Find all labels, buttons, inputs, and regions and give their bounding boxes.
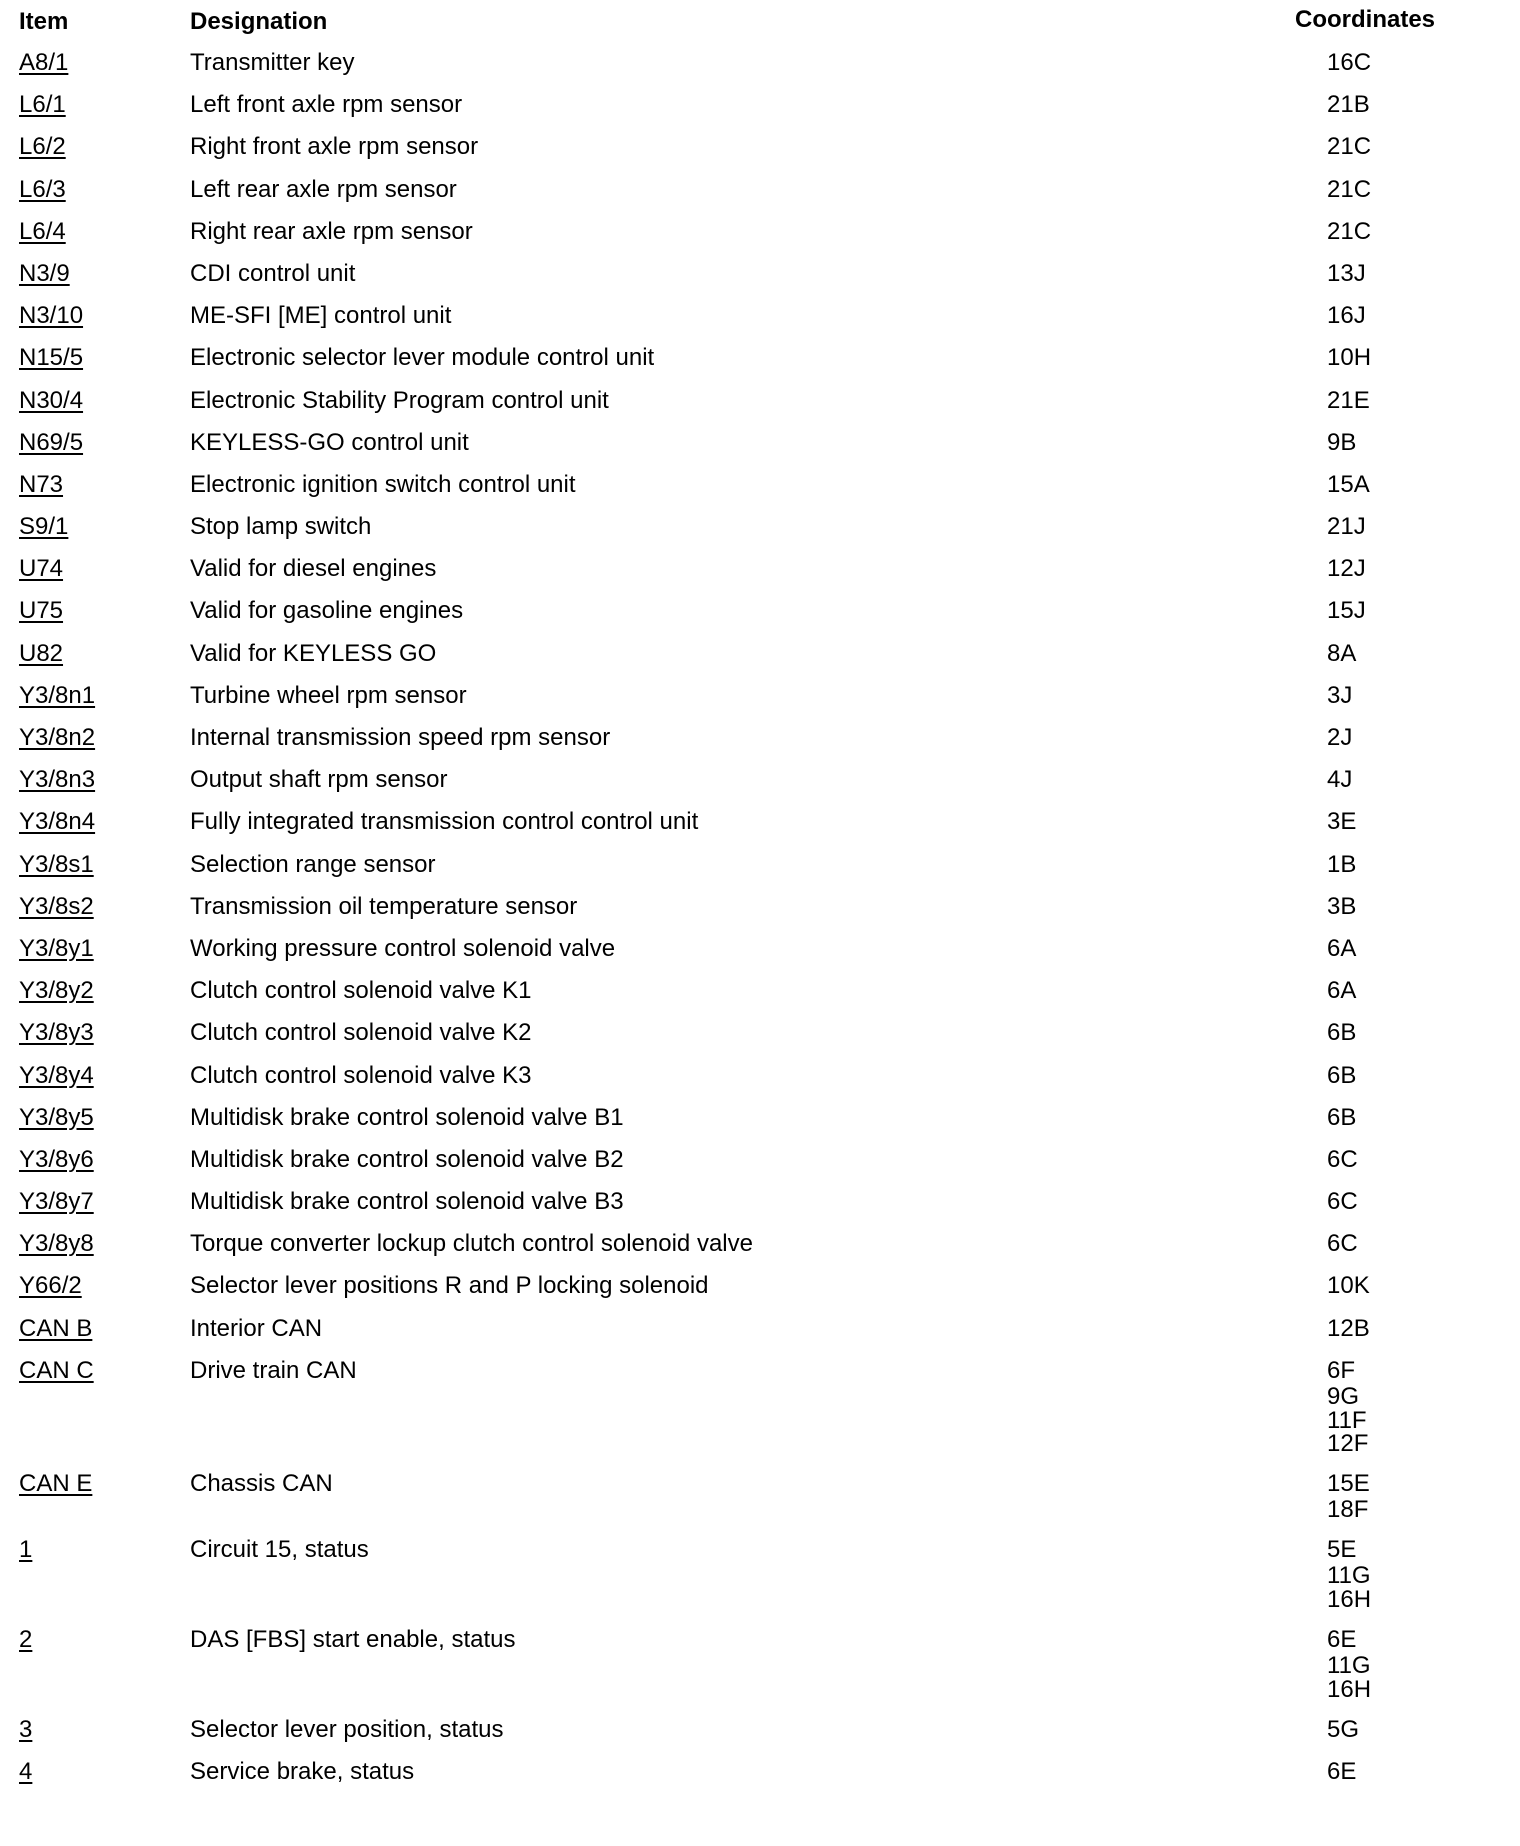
coordinate-value: 2J (1327, 724, 1353, 751)
designation-cell: CDI control unit (190, 259, 356, 287)
designation-cell: Right rear axle rpm sensor (190, 217, 473, 245)
item-link[interactable]: N3/10 (19, 302, 84, 330)
item-link[interactable]: A8/1 (19, 49, 69, 76)
coordinate-value: 16H (1327, 1586, 1372, 1614)
coordinate-value: 6B (1327, 1019, 1357, 1047)
item-link[interactable]: 2 (19, 1626, 33, 1654)
table-row (0, 759, 1520, 801)
designation-cell: Chassis CAN (190, 1470, 333, 1498)
table-row (0, 1097, 1520, 1139)
coordinates-cell (1327, 935, 1356, 963)
table-row (0, 548, 1520, 590)
designation-cell: Electronic selector lever module control unit (190, 344, 655, 372)
table-row (0, 928, 1520, 970)
coordinates-cell (1327, 1470, 1370, 1522)
designation-cell: Clutch control solenoid valve K3 (190, 1061, 532, 1089)
designation-cell: Circuit 15, status (190, 1536, 369, 1564)
table-row (0, 506, 1520, 548)
item-link[interactable]: N69/5 (19, 428, 84, 456)
item-link[interactable]: Y3/8y1 (19, 934, 94, 962)
coordinate-value: 6C (1327, 1145, 1358, 1173)
coordinates-cell (1327, 1272, 1370, 1300)
item-link[interactable]: Y3/8y7 (19, 1188, 94, 1216)
item-link[interactable]: 3 (19, 1716, 33, 1743)
coordinate-value: 18F (1327, 1496, 1369, 1524)
item-link[interactable]: N73 (19, 470, 64, 498)
coordinates-cell (1327, 1062, 1356, 1090)
designation-cell: Interior CAN (190, 1314, 323, 1342)
table-row (0, 1265, 1520, 1307)
coordinate-value: 12F (1327, 1430, 1369, 1458)
coordinate-value: 15A (1327, 470, 1370, 498)
coordinate-value: 6E (1327, 1626, 1357, 1654)
designation-column-header: Designation (190, 8, 328, 35)
coordinate-value: 10H (1327, 344, 1372, 372)
table-row (0, 1751, 1520, 1793)
coordinate-value: 6F (1327, 1356, 1356, 1384)
designation-cell: Drive train CAN (190, 1356, 357, 1384)
coordinates-cell (1327, 513, 1366, 541)
coordinates-cell (1327, 808, 1356, 836)
table-row (0, 211, 1520, 253)
coordinates-cell (1327, 1315, 1370, 1343)
table-row (0, 337, 1520, 379)
table-row (0, 886, 1520, 928)
table-row (0, 590, 1520, 632)
item-link[interactable]: N15/5 (19, 344, 84, 372)
coordinate-value: 11G (1327, 1562, 1371, 1590)
item-link[interactable]: Y3/8y5 (19, 1103, 94, 1131)
designation-cell: Turbine wheel rpm sensor (190, 681, 467, 709)
table-row (0, 126, 1520, 168)
item-link[interactable]: L6/4 (19, 217, 66, 245)
item-link[interactable]: Y3/8y4 (19, 1061, 94, 1089)
designation-cell: KEYLESS-GO control unit (190, 428, 469, 456)
coordinate-value: 4J (1327, 766, 1353, 794)
designation-cell: Valid for gasoline engines (190, 597, 464, 625)
item-link[interactable]: L6/3 (19, 175, 66, 203)
item-link[interactable]: Y3/8s1 (19, 850, 94, 878)
coordinate-value: 21C (1327, 175, 1372, 203)
coordinates-cell (1327, 91, 1370, 119)
item-link[interactable]: CAN E (19, 1470, 93, 1498)
coordinates-cell (1327, 1104, 1356, 1132)
coordinates-cell (1327, 724, 1352, 752)
coordinates-cell (1327, 387, 1370, 415)
item-link[interactable]: L6/2 (19, 133, 66, 161)
table-row (0, 84, 1520, 126)
coordinate-value: 9B (1327, 428, 1357, 456)
table-header (0, 0, 1520, 42)
coordinates-cell (1327, 640, 1356, 668)
coordinate-value: 15J (1327, 597, 1366, 625)
coordinates-cell (1327, 1357, 1368, 1456)
coordinate-value: 21J (1327, 513, 1366, 541)
coordinates-column-header: Coordinates (1295, 6, 1436, 33)
designation-cell: Stop lamp switch (190, 513, 372, 541)
table-row (0, 717, 1520, 759)
table-row (0, 1055, 1520, 1097)
coordinate-value: 6B (1327, 1103, 1357, 1131)
table-row (0, 1350, 1520, 1464)
item-link[interactable]: Y3/8s2 (19, 892, 94, 920)
coordinates-cell (1327, 977, 1356, 1005)
coordinate-value: 3E (1327, 808, 1357, 836)
designation-cell: Multidisk brake control solenoid valve B1 (190, 1103, 624, 1131)
item-link[interactable]: 1 (19, 1536, 33, 1564)
item-column-header: Item (19, 8, 69, 35)
item-link[interactable]: N3/9 (19, 259, 70, 287)
item-link[interactable]: N30/4 (19, 386, 84, 414)
coordinates-cell (1327, 597, 1366, 625)
designation-cell: Left rear axle rpm sensor (190, 175, 457, 203)
coordinate-value: 3J (1327, 681, 1353, 709)
table-row (0, 1012, 1520, 1054)
coordinates-cell (1327, 344, 1371, 372)
coordinate-value: 21B (1327, 91, 1370, 119)
item-link[interactable]: Y3/8n2 (19, 724, 96, 751)
table-row (0, 1619, 1520, 1709)
designation-cell: Right front axle rpm sensor (190, 133, 479, 161)
coordinate-value: 13J (1327, 259, 1366, 287)
coordinate-value: 5E (1327, 1536, 1357, 1564)
designation-cell: Service brake, status (190, 1758, 415, 1786)
coordinates-cell (1327, 893, 1356, 921)
coordinate-value: 6E (1327, 1758, 1357, 1786)
coordinates-cell (1327, 1758, 1356, 1786)
item-link[interactable]: Y3/8y2 (19, 977, 94, 1005)
coordinate-value: 1B (1327, 850, 1357, 878)
coordinate-value: 5G (1327, 1716, 1360, 1743)
designation-cell: Transmission oil temperature sensor (190, 892, 578, 920)
designation-cell: Selector lever position, status (190, 1716, 504, 1743)
table-row (0, 42, 1520, 84)
coordinate-value: 6B (1327, 1061, 1357, 1089)
designation-cell: Multidisk brake control solenoid valve B2 (190, 1145, 624, 1173)
item-link[interactable]: Y3/8n1 (19, 681, 96, 709)
table-row (0, 633, 1520, 675)
item-link[interactable]: Y3/8y8 (19, 1230, 94, 1258)
designation-cell: Internal transmission speed rpm sensor (190, 724, 611, 751)
coordinate-value: 21C (1327, 217, 1372, 245)
coordinates-cell (1327, 766, 1352, 794)
item-link[interactable]: Y3/8y3 (19, 1019, 94, 1047)
coordinate-value: 6A (1327, 934, 1357, 962)
item-link[interactable]: 4 (19, 1758, 33, 1786)
table-row (0, 1709, 1520, 1751)
table-row (0, 422, 1520, 464)
item-link[interactable]: U75 (19, 597, 64, 625)
table-row (0, 970, 1520, 1012)
table-row (0, 844, 1520, 886)
coordinates-cell (1327, 1716, 1359, 1744)
designation-cell: Transmitter key (190, 49, 355, 76)
table-row (0, 253, 1520, 295)
coordinate-value: 21E (1327, 386, 1370, 414)
coordinates-cell (1327, 851, 1356, 879)
coordinate-value: 6A (1327, 977, 1357, 1005)
designation-cell: ME-SFI [ME] control unit (190, 302, 452, 330)
coordinates-cell (1327, 1146, 1358, 1174)
coordinates-cell (1327, 1626, 1371, 1702)
coordinates-cell (1327, 133, 1371, 161)
coordinates-cell (1327, 682, 1352, 710)
table-row (0, 1529, 1520, 1619)
table-row (0, 1463, 1520, 1529)
item-link[interactable]: Y3/8y6 (19, 1145, 94, 1173)
designation-cell: Selection range sensor (190, 850, 436, 878)
table-row (0, 1223, 1520, 1265)
designation-cell: Fully integrated transmission control control unit (190, 808, 699, 836)
coordinate-value: 10K (1327, 1272, 1370, 1300)
coordinate-value: 12J (1327, 555, 1366, 583)
table-row (0, 380, 1520, 422)
coordinates-cell (1327, 302, 1366, 330)
designation-cell: Output shaft rpm sensor (190, 766, 448, 794)
coordinates-cell (1327, 49, 1371, 77)
coordinates-cell (1327, 471, 1370, 499)
coordinates-cell (1327, 1188, 1358, 1216)
table-row (0, 801, 1520, 843)
item-link[interactable]: S9/1 (19, 513, 69, 541)
item-link[interactable]: U82 (19, 639, 64, 667)
designation-cell: Valid for diesel engines (190, 555, 437, 583)
designation-cell: Working pressure control solenoid valve (190, 934, 616, 962)
item-link[interactable]: L6/1 (19, 91, 66, 119)
coordinate-value: 21C (1327, 133, 1372, 161)
item-link[interactable]: Y3/8n3 (19, 766, 96, 794)
coordinates-cell (1327, 176, 1371, 204)
designation-cell: Left front axle rpm sensor (190, 91, 463, 119)
designation-cell: Clutch control solenoid valve K1 (190, 977, 532, 1005)
item-link[interactable]: Y66/2 (19, 1272, 82, 1300)
table-row (0, 1139, 1520, 1181)
coordinate-value: 11G (1327, 1652, 1371, 1680)
designation-cell: Multidisk brake control solenoid valve B3 (190, 1188, 624, 1216)
designation-cell: Clutch control solenoid valve K2 (190, 1019, 532, 1047)
coordinate-value: 15E (1327, 1470, 1370, 1498)
table-row (0, 464, 1520, 506)
table-body (0, 42, 1520, 1793)
coordinate-value: 6C (1327, 1230, 1358, 1258)
item-link[interactable]: CAN B (19, 1314, 93, 1342)
coordinates-cell (1327, 1019, 1356, 1047)
designation-cell: DAS [FBS] start enable, status (190, 1626, 516, 1654)
item-link[interactable]: CAN C (19, 1356, 94, 1384)
coordinates-cell (1327, 429, 1356, 457)
table-row (0, 295, 1520, 337)
designation-cell: Torque converter lockup clutch control solenoid valve (190, 1230, 753, 1258)
designation-cell: Electronic Stability Program control unit (190, 386, 609, 414)
designation-cell: Electronic ignition switch control unit (190, 470, 576, 498)
table-row (0, 1308, 1520, 1350)
coordinates-cell (1327, 260, 1366, 288)
coordinate-value: 12B (1327, 1314, 1370, 1342)
table-row (0, 1181, 1520, 1223)
coordinate-value: 8A (1327, 639, 1357, 667)
coordinate-value: 16J (1327, 302, 1366, 330)
coordinates-cell (1327, 1536, 1371, 1612)
coordinates-cell (1327, 1230, 1358, 1258)
designation-cell: Valid for KEYLESS GO (190, 639, 437, 667)
table-row (0, 169, 1520, 211)
coordinate-value: 11F (1327, 1406, 1367, 1434)
coordinates-cell (1327, 218, 1371, 246)
coordinate-value: 3B (1327, 892, 1357, 920)
coordinate-value: 16C (1327, 49, 1372, 76)
designation-cell: Selector lever positions R and P locking solenoid (190, 1272, 709, 1300)
item-link[interactable]: U74 (19, 555, 64, 583)
coordinates-cell (1327, 555, 1366, 583)
coordinate-value: 9G (1327, 1382, 1360, 1410)
coordinate-value: 6C (1327, 1188, 1358, 1216)
item-link[interactable]: Y3/8n4 (19, 808, 96, 836)
table-row (0, 675, 1520, 717)
coordinate-value: 16H (1327, 1676, 1372, 1703)
